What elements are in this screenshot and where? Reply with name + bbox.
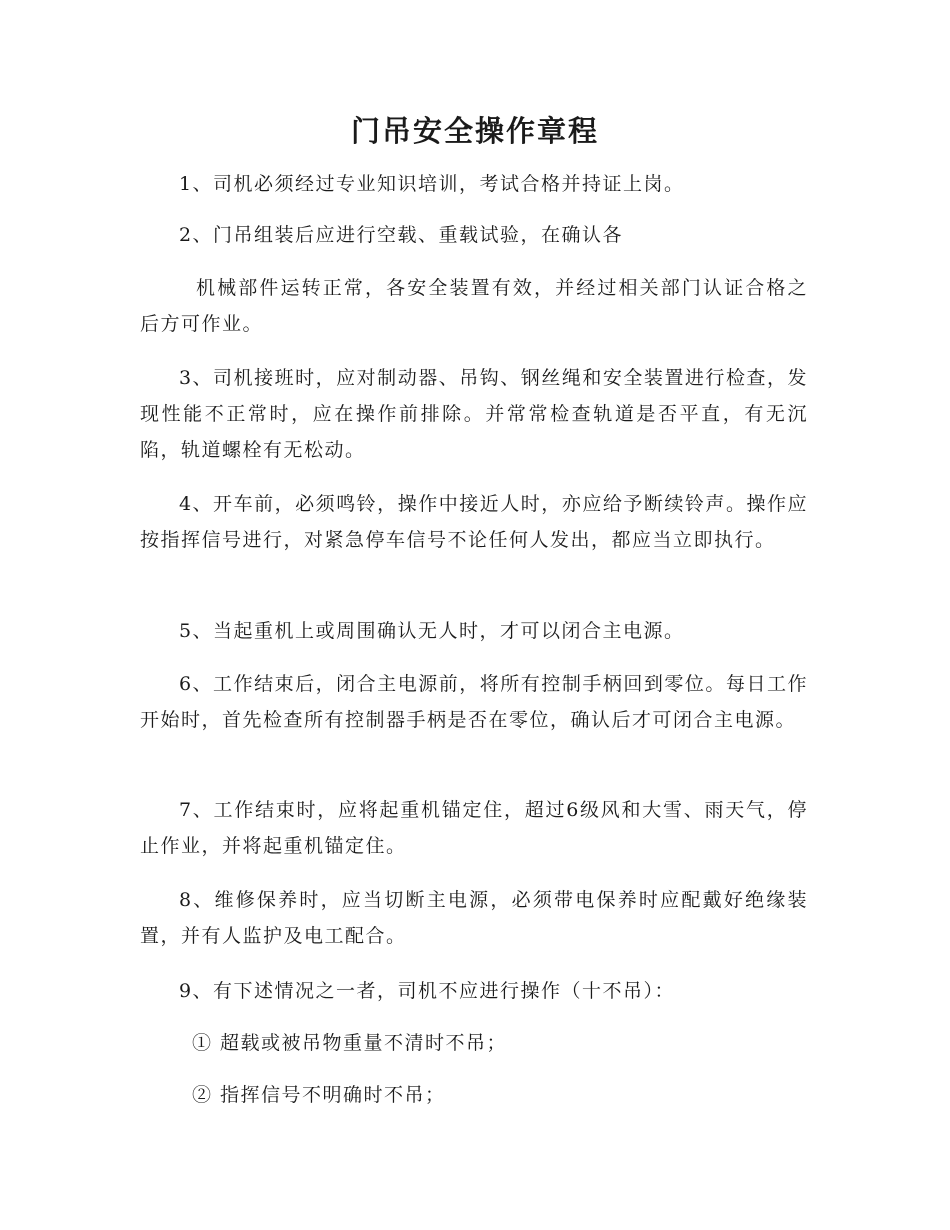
document-title: 门吊安全操作章程 [350,114,599,148]
paragraph-6: 6、工作结束后，闭合主电源前，将所有控制手柄回到零位。每日工作开始时，首先检查所有控制器手柄是否在零位，确认后才可闭合主电源。 [140,673,808,731]
paragraph-5: 5、当起重机上或周围确认无人时，才可以闭合主电源。 [178,620,685,642]
paragraph-8: 8、维修保养时，应当切断主电源，必须带电保养时应配戴好绝缘装置，并有人监护及电工配合。 [140,889,808,947]
paragraph-7: 7、工作结束时，应将起重机锚定住，超过6级风和大雪、雨天气，停止作业，并将起重机锚定住。 [140,799,808,857]
paragraph-1: 1、司机必须经过专业知识培训，考试合格并持证上岗。 [178,173,685,195]
paragraph-9: 9、有下述情况之一者，司机不应进行操作（十不吊）： [178,980,676,1002]
paragraph-2-continued [140,270,808,342]
paragraph-3: 3、司机接班时，应对制动器、吊钩、钢丝绳和安全装置进行检查，发现性能不正常时，应在操作前排除。并常常检查轨道是否平直，有无沉陷，轨道螺栓有无松动。 [140,367,808,461]
paragraph-2-continued-text: 机械部件运转正常，各安全装置有效，并经过相关部门认证合格之后方可作业。 [140,277,808,335]
list-item-2: ② 指挥信号不明确时不吊； [192,1084,446,1106]
paragraph-2: 2、门吊组装后应进行空载、重载试验，在确认各 [178,224,624,246]
paragraph-4: 4、开车前，必须鸣铃，操作中接近人时，亦应给予断续铃声。操作应按指挥信号进行，对紧急停车信号不论任何人发出，都应当立即执行。 [140,493,808,551]
list-item-1: ① 超载或被吊物重量不清时不吊； [192,1032,508,1054]
